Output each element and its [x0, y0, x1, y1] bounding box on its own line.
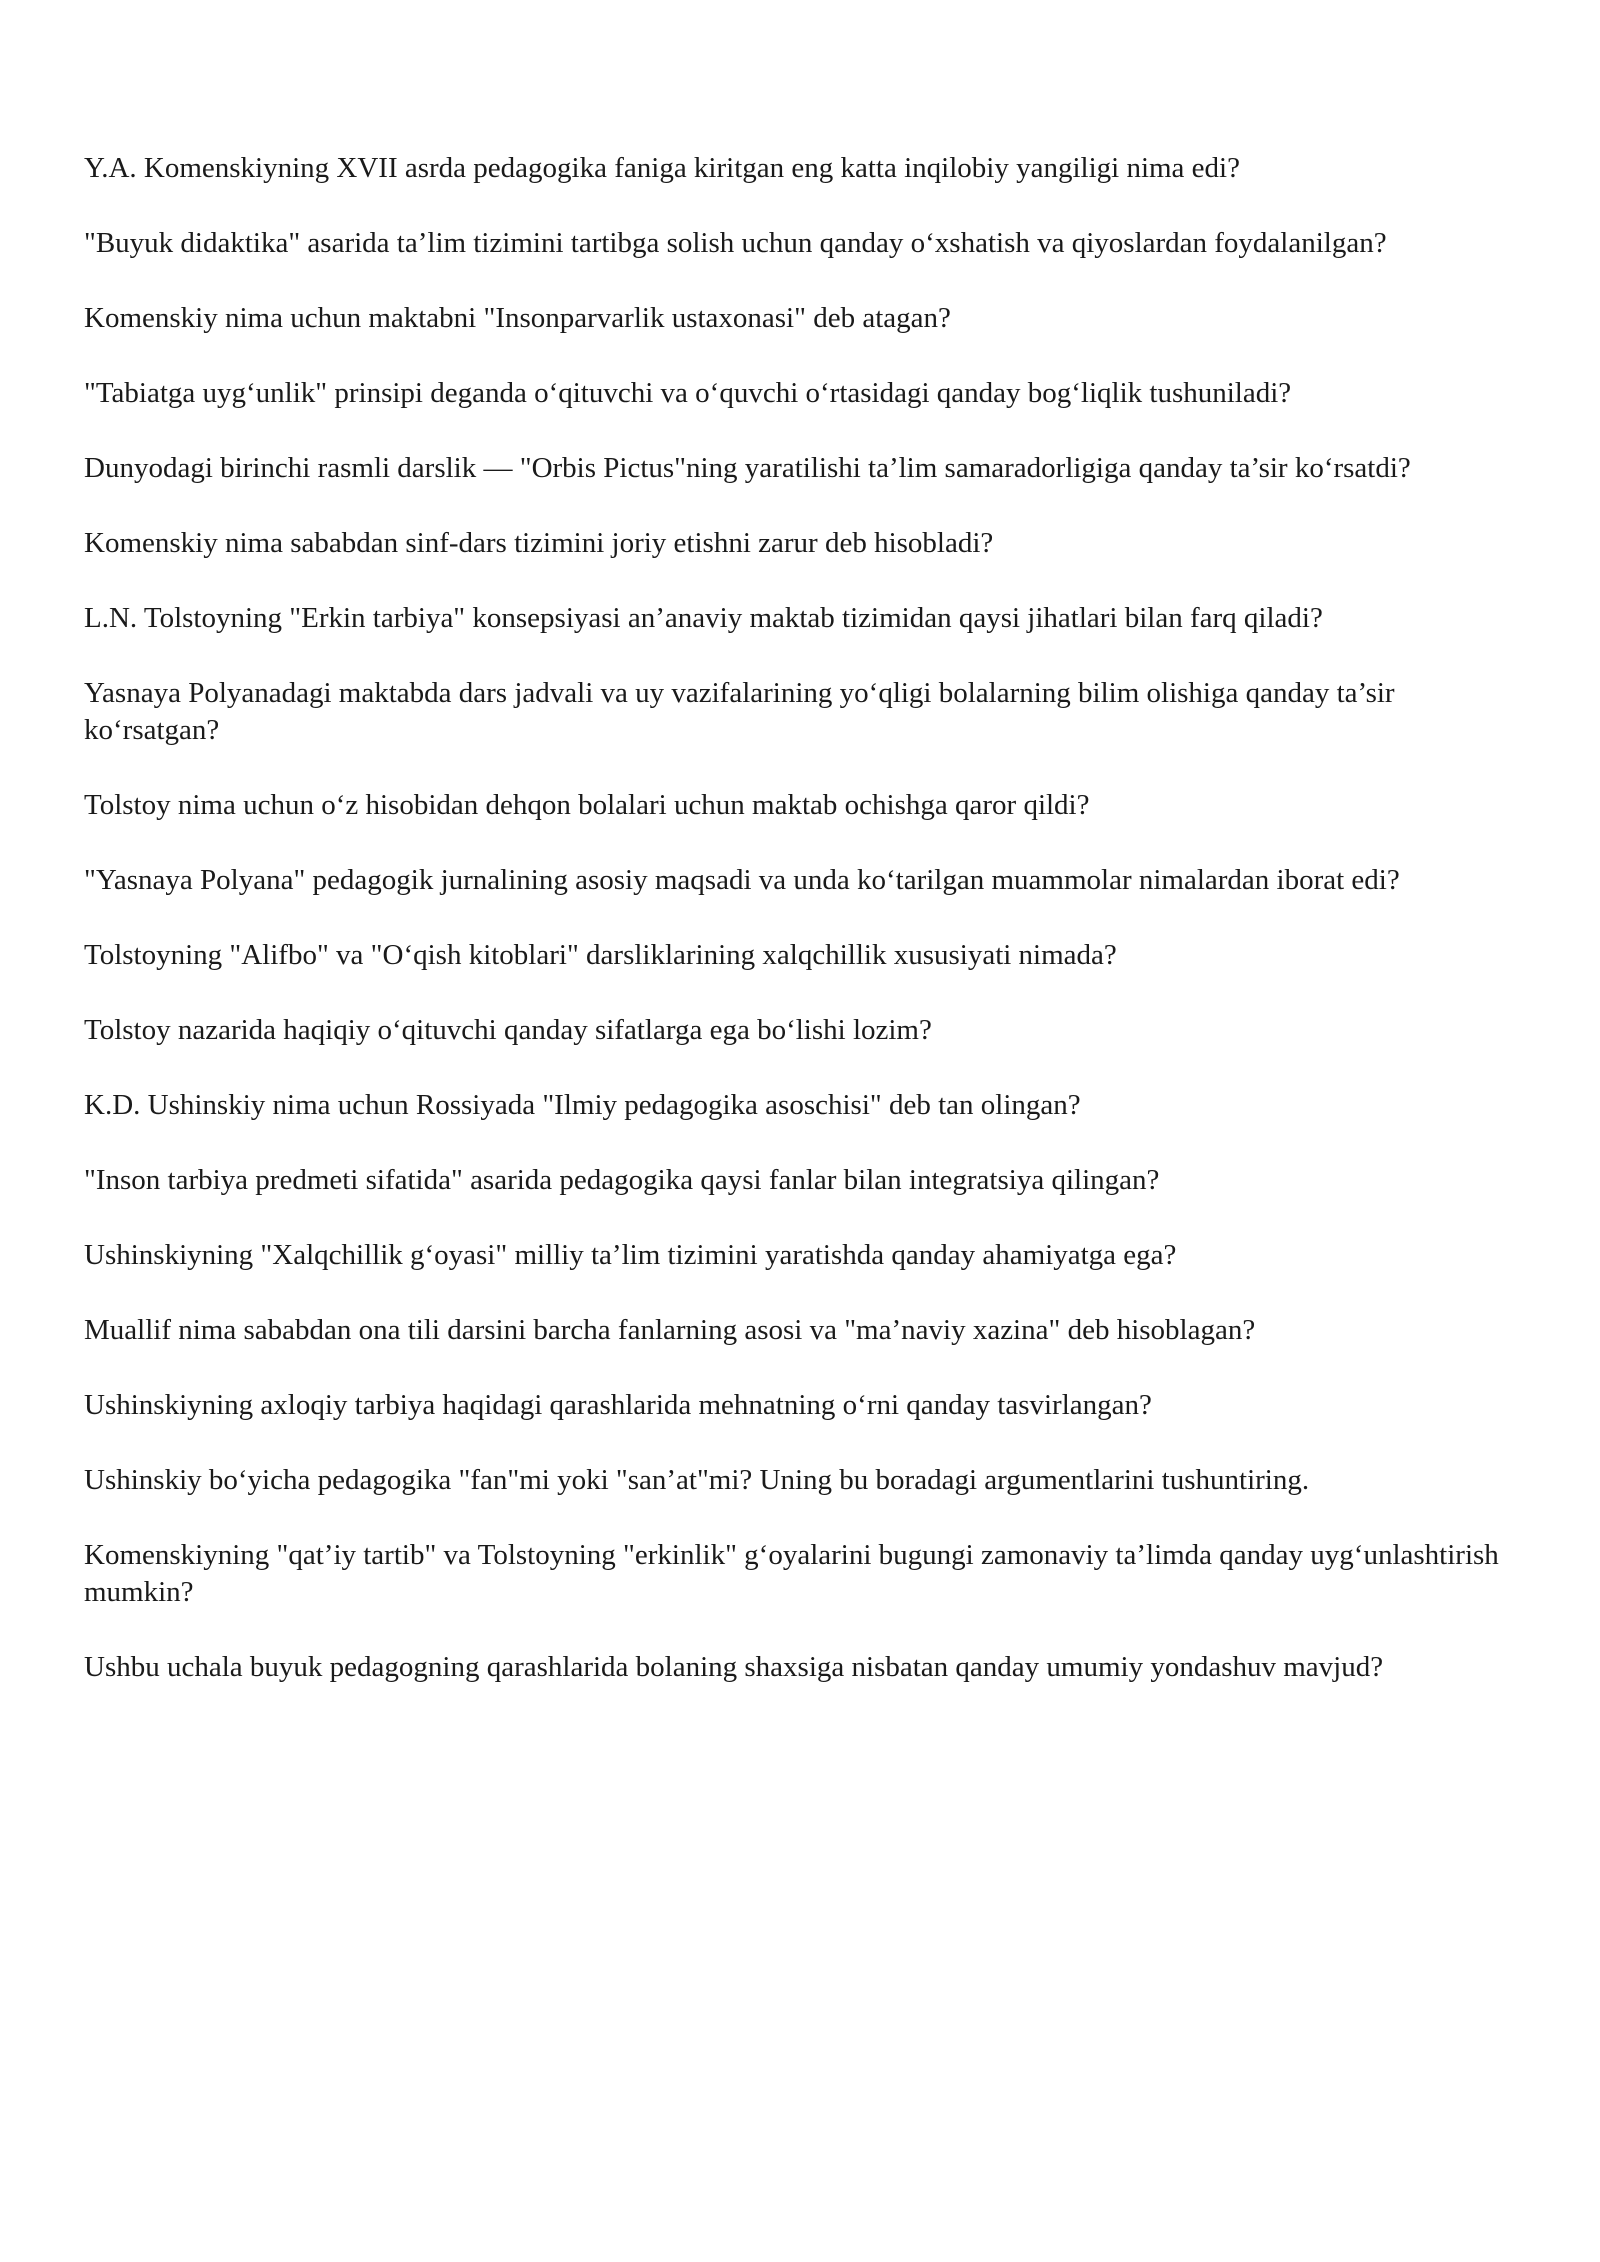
question-list	[84, 150, 1504, 1724]
question-item: Komenskiy nima uchun maktabni "Insonparvarlik ustaxonasi" deb atagan?	[84, 302, 951, 334]
question-item: "Tabiatga uyg‘unlik" prinsipi deganda o‘qituvchi va o‘quvchi o‘rtasidagi qanday bog‘liqlik tushuniladi?	[84, 377, 1292, 409]
question-item: Tolstoy nazarida haqiqiy o‘qituvchi qanday sifatlarga ega bo‘lishi lozim?	[84, 1014, 932, 1046]
question-item: L.N. Tolstoyning "Erkin tarbiya" konsepsiyasi an’anaviy maktab tizimidan qaysi jihatlari bilan farq qiladi?	[84, 602, 1323, 634]
question-item: Tolstoyning "Alifbo" va "O‘qish kitoblari" darsliklarining xalqchillik xususiyati nimada?	[84, 939, 1117, 971]
question-item: Komenskiy nima sababdan sinf-dars tizimini joriy etishni zarur deb hisobladi?	[84, 527, 994, 559]
question-item: K.D. Ushinskiy nima uchun Rossiyada "Ilmiy pedagogika asoschisi" deb tan olingan?	[84, 1089, 1081, 1121]
question-item: Komenskiyning "qat’iy tartib" va Tolstoyning "erkinlik" g‘oyalarini bugungi zamonaviy ta’limda qanday uyg‘unlashtirish mumkin?	[84, 1539, 1499, 1608]
question-item: "Inson tarbiya predmeti sifatida" asarida pedagogika qaysi fanlar bilan integratsiya qilingan?	[84, 1164, 1160, 1196]
question-item: "Yasnaya Polyana" pedagogik jurnalining asosiy maqsadi va unda ko‘tarilgan muammolar nimalardan iborat edi?	[84, 864, 1400, 896]
question-item: Ushinskiy bo‘yicha pedagogika "fan"mi yoki "san’at"mi? Uning bu boradagi argumentlarini tushuntiring.	[84, 1464, 1310, 1496]
question-item: Ushinskiyning axloqiy tarbiya haqidagi qarashlarida mehnatning o‘rni qanday tasvirlangan?	[84, 1389, 1152, 1421]
question-item: Ushbu uchala buyuk pedagogning qarashlarida bolaning shaxsiga nisbatan qanday umumiy yondashuv mavjud?	[84, 1651, 1384, 1683]
question-item: Yasnaya Polyanadagi maktabda dars jadvali va uy vazifalarining yo‘qligi bolalarning bilim olishiga qanday ta’sir ko‘rsatgan?	[84, 677, 1395, 746]
question-item: Dunyodagi birinchi rasmli darslik — "Orbis Pictus"ning yaratilishi ta’lim samaradorligiga qanday ta’sir ko‘rsatdi?	[84, 452, 1411, 484]
question-item: Tolstoy nima uchun o‘z hisobidan dehqon bolalari uchun maktab ochishga qaror qildi?	[84, 789, 1090, 821]
question-item: Ushinskiyning "Xalqchillik g‘oyasi" milliy ta’lim tizimini yaratishda qanday ahamiyatga ega?	[84, 1239, 1177, 1271]
question-item: Y.A. Komenskiyning XVII asrda pedagogika faniga kiritgan eng katta inqilobiy yangiligi nima edi?	[84, 152, 1240, 184]
question-item: Muallif nima sababdan ona tili darsini barcha fanlarning asosi va "ma’naviy xazina" deb hisoblagan?	[84, 1314, 1256, 1346]
question-item: "Buyuk didaktika" asarida ta’lim tizimini tartibga solish uchun qanday o‘xshatish va qiyoslardan foydalanilgan?	[84, 227, 1387, 259]
